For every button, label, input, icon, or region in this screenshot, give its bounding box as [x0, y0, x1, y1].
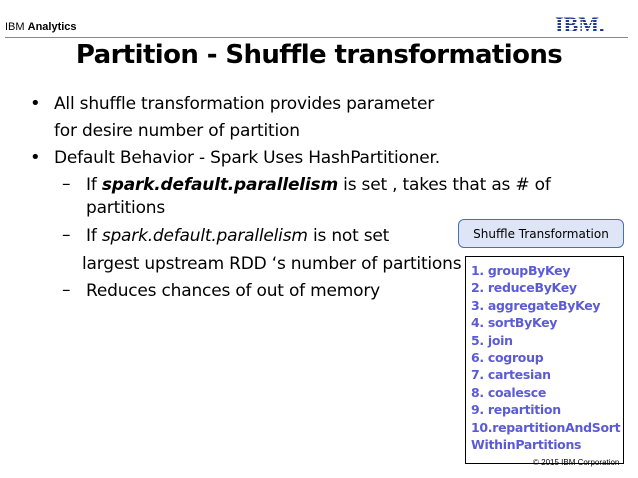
dash-marker: –: [62, 280, 71, 300]
sub-bullet-1: [86, 174, 551, 197]
brand-analytics: Analytics: [27, 21, 77, 33]
operation-item: 1. groupByKey: [471, 263, 571, 278]
sub-1-suffix: is set , takes that as # of: [337, 175, 551, 195]
operation-item: 10.repartitionAndSort: [471, 419, 621, 435]
shuffle-operations-list: [471, 262, 623, 453]
operation-item: 6. cogroup: [471, 350, 544, 366]
brand-ibm: IBM: [5, 21, 25, 33]
bullet-1-line-1: All shuffle transformation provides parameter: [54, 94, 435, 114]
sub-bullet-2-line-2: largest upstream RDD ‘s number of partitions: [82, 254, 462, 274]
sub-2-prefix: If: [86, 226, 102, 246]
shuffle-transformation-label: Shuffle Transformation: [458, 219, 624, 248]
ibm-analytics-brand: [5, 21, 77, 33]
ibm-logo: [555, 14, 627, 36]
slide-title: Partition - Shuffle transformations: [75, 40, 563, 70]
sub-1-prefix: If: [86, 175, 102, 195]
sub-2-suffix: is not set: [307, 226, 390, 246]
sub-bullet-1-line-2: partitions: [86, 198, 166, 218]
operation-item: 4. sortByKey: [471, 315, 558, 331]
operation-item: 5. join: [471, 332, 513, 348]
ibm-logo-text: IBM.: [555, 14, 605, 36]
operation-item: 8. coalesce: [471, 384, 547, 400]
operation-item: 7. cartesian: [471, 367, 551, 383]
operation-item: 9. repartition: [471, 402, 561, 418]
operation-item: 3. aggregateByKey: [471, 297, 601, 313]
bullet-marker: •: [30, 147, 41, 168]
dash-marker: –: [62, 225, 71, 245]
dash-marker: –: [62, 174, 71, 194]
sub-2-param: spark.default.parallelism: [101, 226, 308, 246]
bullet-marker: •: [30, 93, 41, 114]
shuffle-operations-box: [465, 256, 624, 464]
header-divider: [5, 37, 628, 38]
sub-bullet-2: [86, 225, 389, 248]
bullet-2: Default Behavior - Spark Uses HashPartitioner.: [54, 148, 440, 168]
operation-item: 2. reduceByKey: [471, 280, 577, 296]
sub-bullet-3: Reduces chances of out of memory: [86, 281, 380, 301]
copyright-notice: © 2015 IBM Corporation: [533, 458, 620, 467]
sub-1-param: spark.default.parallelism: [101, 175, 338, 195]
operation-item: WithinPartitions: [471, 437, 582, 453]
bullet-1-line-2: for desire number of partition: [54, 121, 300, 141]
